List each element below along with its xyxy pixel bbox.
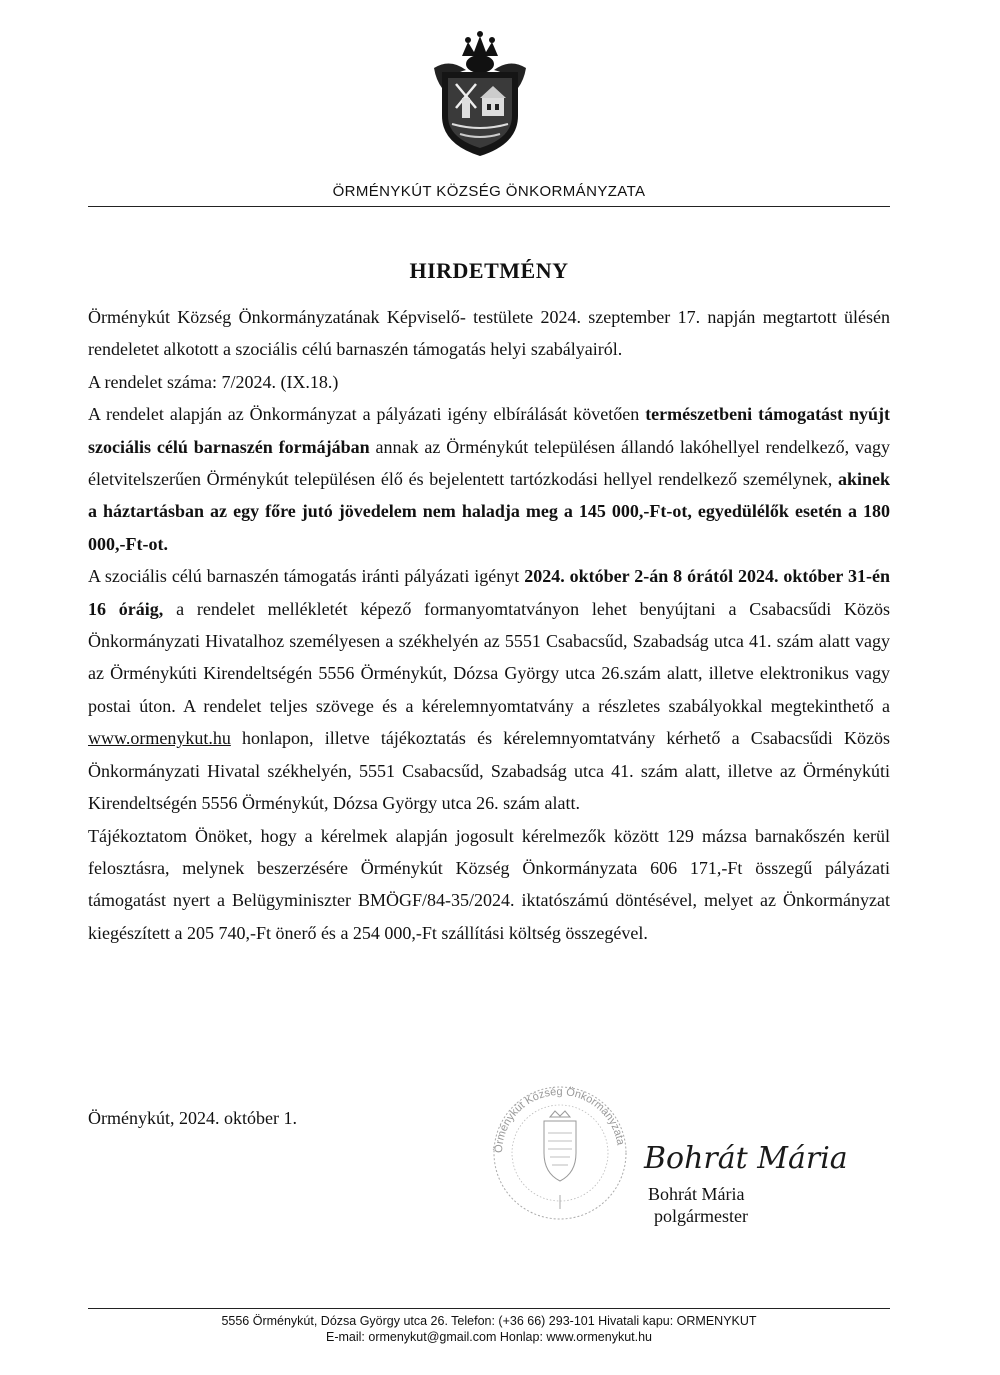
coat-of-arms-logo <box>420 28 540 163</box>
signer-block <box>648 1183 748 1227</box>
document-title: HIRDETMÉNY <box>409 258 569 283</box>
handwritten-signature <box>640 1132 870 1182</box>
footer-divider <box>88 1308 890 1309</box>
paragraph-funding: Tájékoztatom Önöket, hogy a kérelmek alapján jogosult kérelmezők között 129 mázsa barnakőszén kerül felosztásra, melynek beszerzésére Örménykút Község Önkormányzata 606 171,-Ft összegű pályázati támogatást nyert a Belügyminiszter BMÖGF/84-35/2024. iktatószámú döntésével, melyet az Önkormányzat kiegészített a 205 740,-Ft önerő és a 254 000,-Ft szállítási költség összegével. <box>88 825 890 943</box>
bold-text: akinek a háztartásban az egy főre jutó jövedelem nem haladja meg a 145 000,-Ft-ot, egyedülélők esetén a 180 000,-Ft-ot. <box>88 469 890 554</box>
municipality-header: ÖRMÉNYKÚT KÖZSÉG ÖNKORMÁNYZATA <box>332 183 646 200</box>
footer-contact-line: E-mail: ormenykut@gmail.com Honlap: www.ormenykut.hu <box>326 1330 652 1344</box>
website-link[interactable]: www.ormenykut.hu <box>88 728 231 749</box>
paragraph-intro: Örménykút Község Önkormányzatának Képviselő- testülete 2024. szeptember 17. napján megtartott ülésén rendeletet alkotott a szociális célú barnaszén támogatás helyi szabályairól. <box>88 307 890 360</box>
text-span: a rendelet mellékletét képező formanyomtatványon lehet benyújtani a Csabacsűdi Közös Önkormányzati Hivatalhoz személyesen a székhelyén az 5551 Csabacsűd, Szabadság utca 41. szám alatt vagy az Örménykúti Kirendeltségén 5556 Örménykút, Dózsa György utca 26.szám alatt, illetve elektronikus vagy postai úton. A rendelet teljes szövege és a kérelemnyomtatvány a részletes szabályokkal megtekinthető a <box>88 598 890 716</box>
official-stamp <box>480 1083 640 1223</box>
paragraph-decree-number: A rendelet száma: 7/2024. (IX.18.) <box>88 371 339 392</box>
stamp-text: Örménykút Község Önkormányzata <box>492 1085 627 1154</box>
bold-text: természetbeni támogatást nyújt szociális célú barnaszén formájában <box>88 404 891 457</box>
signature-text: Bohrát Mária <box>644 1141 848 1176</box>
text-span: A rendelet alapján az Önkormányzat a pályázati igény elbírálását követően <box>88 404 646 425</box>
signer-name: Bohrát Mária <box>648 1184 745 1204</box>
footer-address-line: 5556 Örménykút, Dózsa György utca 26. Telefon: (+36 66) 293-101 Hivatali kapu: ORMENYKUT <box>221 1314 757 1328</box>
footer-contact <box>88 1313 890 1345</box>
text-span: A szociális célú barnaszén támogatás iránti pályázati igényt <box>88 566 525 587</box>
place-and-date: Örménykút, 2024. október 1. <box>88 1108 297 1128</box>
header-divider <box>88 206 890 207</box>
text-span: honlapon, illetve tájékoztatás és kérelemnyomtatvány kérhető a Csabacsűdi Közös Önkormányzati Hivatal székhelyén, 5551 Csabacsűd, Szabadság utca 41. szám alatt, illetve az Örménykúti Kirendeltségén 5556 Örménykút, Dózsa György utca 26. szám alatt. <box>88 728 890 814</box>
paragraph-eligibility <box>88 398 890 560</box>
bold-text: 2024. október 2-án 8 órától 2024. október 31-én 16 óráig, <box>88 566 890 619</box>
text-span: annak az Örménykút településen állandó lakóhellyel rendelkező, vagy életvitelszerűen Örménykút településen élő és bejelentett tartózkodási hellyel rendelkező személynek, <box>88 436 890 490</box>
document-body <box>88 301 890 949</box>
paragraph-application <box>88 560 890 819</box>
signer-role: polgármester <box>654 1206 748 1226</box>
svg-text:Örménykút Község Önkormányzata <box>493 1086 627 1153</box>
